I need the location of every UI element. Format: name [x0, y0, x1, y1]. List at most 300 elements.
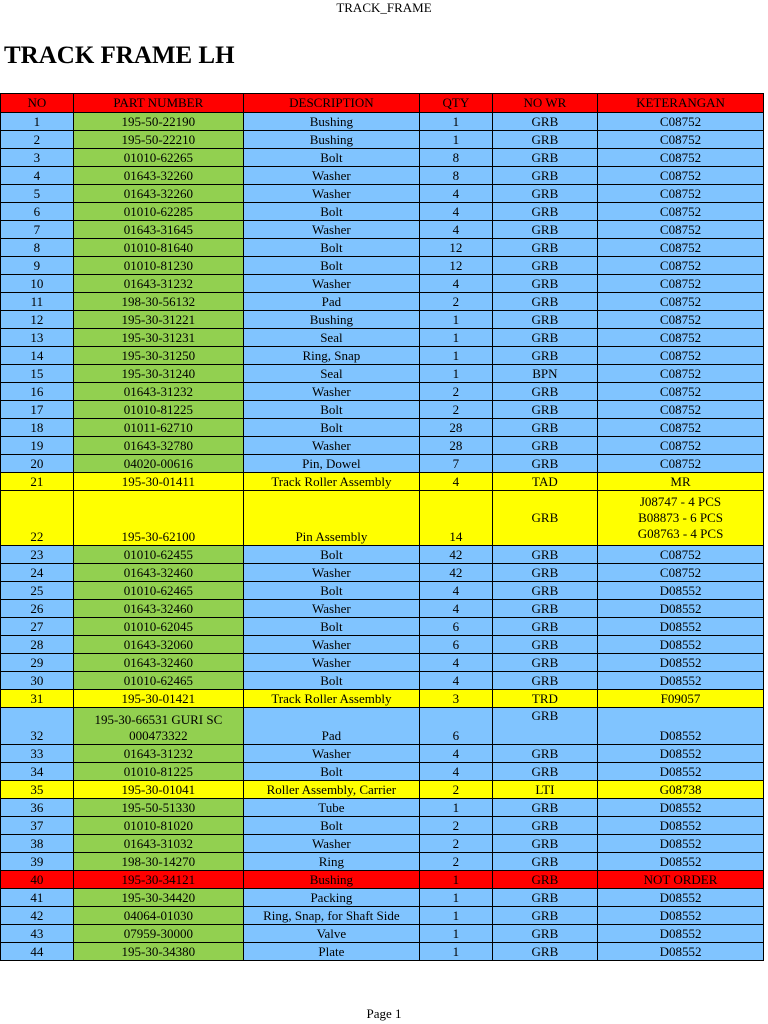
- cell-qty: 4: [419, 473, 492, 491]
- cell-no: 43: [1, 925, 74, 943]
- cell-keterangan: C08752: [598, 131, 764, 149]
- cell-no-wr: GRB: [492, 763, 597, 781]
- cell-description: Track Roller Assembly: [243, 473, 419, 491]
- cell-no-wr: GRB: [492, 437, 597, 455]
- cell-no-wr: GRB: [492, 113, 597, 131]
- cell-description: Washer: [243, 636, 419, 654]
- cell-qty: 42: [419, 564, 492, 582]
- cell-description: Packing: [243, 889, 419, 907]
- cell-no: 23: [1, 546, 74, 564]
- cell-description: Bolt: [243, 239, 419, 257]
- cell-no: 6: [1, 203, 74, 221]
- cell-no-wr: GRB: [492, 203, 597, 221]
- table-row: [1, 221, 764, 239]
- table-row: [1, 654, 764, 672]
- table-header-row: [1, 94, 764, 113]
- cell-no: 29: [1, 654, 74, 672]
- cell-no: 27: [1, 618, 74, 636]
- cell-description: Ring, Snap, for Shaft Side: [243, 907, 419, 925]
- table-row: [1, 889, 764, 907]
- cell-keterangan: D08552: [598, 853, 764, 871]
- cell-no: 17: [1, 401, 74, 419]
- table-row: [1, 690, 764, 708]
- cell-keterangan: D08552: [598, 708, 764, 745]
- table-row: [1, 149, 764, 167]
- cell-description: Bushing: [243, 113, 419, 131]
- cell-no-wr: GRB: [492, 871, 597, 889]
- cell-qty: 6: [419, 636, 492, 654]
- cell-qty: 6: [419, 708, 492, 745]
- cell-description: Washer: [243, 437, 419, 455]
- cell-no-wr: GRB: [492, 600, 597, 618]
- cell-no-wr: GRB: [492, 455, 597, 473]
- table-row: [1, 582, 764, 600]
- table-row: [1, 943, 764, 961]
- table-row: [1, 473, 764, 491]
- cell-description: Ring: [243, 853, 419, 871]
- table-row: [1, 817, 764, 835]
- cell-qty: 42: [419, 546, 492, 564]
- table-row: [1, 491, 764, 546]
- cell-part-number: 01643-31232: [73, 745, 243, 763]
- cell-no-wr: GRB: [492, 853, 597, 871]
- cell-qty: 4: [419, 672, 492, 690]
- cell-qty: 2: [419, 835, 492, 853]
- cell-no: 10: [1, 275, 74, 293]
- cell-part-number: 01010-62285: [73, 203, 243, 221]
- table-row: [1, 871, 764, 889]
- cell-no-wr: GRB: [492, 925, 597, 943]
- cell-no: 5: [1, 185, 74, 203]
- cell-no: 2: [1, 131, 74, 149]
- page-title: TRACK FRAME LH: [4, 42, 235, 69]
- cell-keterangan: C08752: [598, 239, 764, 257]
- cell-no-wr: BPN: [492, 365, 597, 383]
- cell-part-number: 195-30-31231: [73, 329, 243, 347]
- table-row: [1, 781, 764, 799]
- cell-qty: 12: [419, 257, 492, 275]
- cell-no: 32: [1, 708, 74, 745]
- cell-keterangan: J08747 - 4 PCS B08873 - 6 PCS G08763 - 4 PCS: [598, 491, 764, 546]
- cell-description: Bolt: [243, 582, 419, 600]
- cell-keterangan: C08752: [598, 546, 764, 564]
- cell-no-wr: GRB: [492, 149, 597, 167]
- cell-no-wr: GRB: [492, 636, 597, 654]
- table-row: [1, 455, 764, 473]
- table-row: [1, 113, 764, 131]
- table-row: [1, 203, 764, 221]
- cell-description: Tube: [243, 799, 419, 817]
- cell-qty: 1: [419, 943, 492, 961]
- cell-qty: 4: [419, 203, 492, 221]
- cell-part-number: 195-30-31250: [73, 347, 243, 365]
- cell-keterangan: C08752: [598, 293, 764, 311]
- cell-keterangan: D08552: [598, 582, 764, 600]
- cell-no-wr: GRB: [492, 564, 597, 582]
- cell-description: Washer: [243, 745, 419, 763]
- table-row: [1, 907, 764, 925]
- cell-no: 34: [1, 763, 74, 781]
- cell-no: 33: [1, 745, 74, 763]
- cell-part-number: 01643-32460: [73, 654, 243, 672]
- cell-part-number: 195-50-51330: [73, 799, 243, 817]
- cell-part-number: 195-30-34420: [73, 889, 243, 907]
- cell-no-wr: GRB: [492, 582, 597, 600]
- cell-description: Bolt: [243, 546, 419, 564]
- cell-description: Pad: [243, 293, 419, 311]
- cell-qty: 6: [419, 618, 492, 636]
- cell-no: 40: [1, 871, 74, 889]
- cell-part-number: 01643-32260: [73, 167, 243, 185]
- cell-description: Valve: [243, 925, 419, 943]
- table-row: [1, 925, 764, 943]
- cell-qty: 4: [419, 600, 492, 618]
- page-footer: Page 1: [366, 1006, 402, 1021]
- cell-part-number: 01010-62265: [73, 149, 243, 167]
- cell-qty: 12: [419, 239, 492, 257]
- cell-part-number: 01643-32060: [73, 636, 243, 654]
- cell-keterangan: C08752: [598, 383, 764, 401]
- cell-part-number: 195-30-66531 GURI SC 000473322: [73, 708, 243, 745]
- cell-qty: 28: [419, 437, 492, 455]
- cell-part-number: 195-30-31240: [73, 365, 243, 383]
- cell-no-wr: TAD: [492, 473, 597, 491]
- cell-part-number: 01010-81225: [73, 763, 243, 781]
- cell-keterangan: D08552: [598, 600, 764, 618]
- cell-no-wr: GRB: [492, 383, 597, 401]
- cell-description: Seal: [243, 329, 419, 347]
- column-header-keterangan: KETERANGAN: [598, 94, 764, 113]
- cell-no: 25: [1, 582, 74, 600]
- table-row: [1, 835, 764, 853]
- cell-keterangan: D08552: [598, 799, 764, 817]
- cell-no-wr: GRB: [492, 817, 597, 835]
- cell-qty: 2: [419, 817, 492, 835]
- table-row: [1, 131, 764, 149]
- column-header-description: DESCRIPTION: [243, 94, 419, 113]
- cell-keterangan: MR: [598, 473, 764, 491]
- cell-description: Plate: [243, 943, 419, 961]
- cell-no-wr: GRB: [492, 708, 597, 745]
- cell-part-number: 195-30-01041: [73, 781, 243, 799]
- cell-keterangan: C08752: [598, 311, 764, 329]
- cell-part-number: 07959-30000: [73, 925, 243, 943]
- cell-description: Seal: [243, 365, 419, 383]
- cell-keterangan: C08752: [598, 347, 764, 365]
- cell-no: 13: [1, 329, 74, 347]
- cell-part-number: 195-30-62100: [73, 491, 243, 546]
- cell-keterangan: D08552: [598, 817, 764, 835]
- cell-no-wr: GRB: [492, 221, 597, 239]
- cell-keterangan: C08752: [598, 275, 764, 293]
- cell-keterangan: C08752: [598, 401, 764, 419]
- cell-description: Bolt: [243, 203, 419, 221]
- cell-description: Washer: [243, 835, 419, 853]
- cell-description: Ring, Snap: [243, 347, 419, 365]
- cell-no: 16: [1, 383, 74, 401]
- cell-no-wr: GRB: [492, 799, 597, 817]
- cell-no-wr: GRB: [492, 131, 597, 149]
- cell-part-number: 01010-81640: [73, 239, 243, 257]
- cell-no-wr: GRB: [492, 618, 597, 636]
- cell-qty: 1: [419, 113, 492, 131]
- cell-keterangan: G08738: [598, 781, 764, 799]
- cell-no: 38: [1, 835, 74, 853]
- cell-part-number: 01010-62465: [73, 582, 243, 600]
- cell-keterangan: F09057: [598, 690, 764, 708]
- cell-no: 26: [1, 600, 74, 618]
- cell-description: Bolt: [243, 401, 419, 419]
- table-row: [1, 167, 764, 185]
- cell-description: Pin Assembly: [243, 491, 419, 546]
- cell-qty: 1: [419, 799, 492, 817]
- cell-no: 44: [1, 943, 74, 961]
- cell-qty: 8: [419, 167, 492, 185]
- cell-qty: 1: [419, 329, 492, 347]
- cell-no: 9: [1, 257, 74, 275]
- table-row: [1, 311, 764, 329]
- cell-keterangan: D08552: [598, 763, 764, 781]
- cell-no: 36: [1, 799, 74, 817]
- cell-no: 18: [1, 419, 74, 437]
- table-row: [1, 437, 764, 455]
- cell-no-wr: GRB: [492, 239, 597, 257]
- cell-no-wr: GRB: [492, 275, 597, 293]
- cell-keterangan: C08752: [598, 365, 764, 383]
- cell-no-wr: GRB: [492, 672, 597, 690]
- cell-part-number: 01643-32460: [73, 600, 243, 618]
- cell-no: 28: [1, 636, 74, 654]
- cell-part-number: 01643-32260: [73, 185, 243, 203]
- cell-no-wr: LTI: [492, 781, 597, 799]
- cell-keterangan: C08752: [598, 455, 764, 473]
- cell-no: 31: [1, 690, 74, 708]
- cell-keterangan: C08752: [598, 149, 764, 167]
- cell-no-wr: GRB: [492, 419, 597, 437]
- cell-part-number: 01643-32780: [73, 437, 243, 455]
- cell-qty: 4: [419, 654, 492, 672]
- cell-part-number: 195-50-22210: [73, 131, 243, 149]
- cell-no-wr: GRB: [492, 311, 597, 329]
- cell-description: Washer: [243, 167, 419, 185]
- cell-no-wr: GRB: [492, 185, 597, 203]
- cell-no: 42: [1, 907, 74, 925]
- cell-qty: 14: [419, 491, 492, 546]
- table-row: [1, 546, 764, 564]
- cell-keterangan: D08552: [598, 925, 764, 943]
- cell-qty: 1: [419, 365, 492, 383]
- cell-no-wr: GRB: [492, 835, 597, 853]
- cell-keterangan: C08752: [598, 564, 764, 582]
- cell-part-number: 01011-62710: [73, 419, 243, 437]
- cell-no-wr: GRB: [492, 546, 597, 564]
- table-row: [1, 564, 764, 582]
- cell-qty: 1: [419, 131, 492, 149]
- cell-qty: 3: [419, 690, 492, 708]
- cell-qty: 2: [419, 401, 492, 419]
- cell-keterangan: D08552: [598, 654, 764, 672]
- table-row: [1, 401, 764, 419]
- column-header-no-wr: NO WR: [492, 94, 597, 113]
- table-row: [1, 293, 764, 311]
- cell-part-number: 04020-00616: [73, 455, 243, 473]
- table-row: [1, 672, 764, 690]
- cell-qty: 4: [419, 763, 492, 781]
- cell-description: Washer: [243, 383, 419, 401]
- cell-no-wr: GRB: [492, 943, 597, 961]
- cell-part-number: 01643-31232: [73, 275, 243, 293]
- cell-description: Washer: [243, 185, 419, 203]
- cell-qty: 28: [419, 419, 492, 437]
- cell-part-number: 195-30-34121: [73, 871, 243, 889]
- cell-no: 30: [1, 672, 74, 690]
- cell-no-wr: GRB: [492, 257, 597, 275]
- table-row: [1, 763, 764, 781]
- cell-no-wr: GRB: [492, 654, 597, 672]
- cell-no-wr: GRB: [492, 889, 597, 907]
- cell-keterangan: C08752: [598, 437, 764, 455]
- cell-description: Bolt: [243, 672, 419, 690]
- cell-no: 12: [1, 311, 74, 329]
- cell-part-number: 01010-81230: [73, 257, 243, 275]
- cell-qty: 2: [419, 293, 492, 311]
- cell-qty: 1: [419, 925, 492, 943]
- cell-part-number: 195-30-31221: [73, 311, 243, 329]
- cell-qty: 2: [419, 853, 492, 871]
- cell-keterangan: C08752: [598, 203, 764, 221]
- cell-qty: 1: [419, 347, 492, 365]
- cell-qty: 1: [419, 311, 492, 329]
- cell-description: Washer: [243, 600, 419, 618]
- cell-no: 24: [1, 564, 74, 582]
- cell-no-wr: GRB: [492, 329, 597, 347]
- table-row: [1, 275, 764, 293]
- table-row: [1, 799, 764, 817]
- table-row: [1, 347, 764, 365]
- cell-description: Washer: [243, 564, 419, 582]
- cell-qty: 4: [419, 275, 492, 293]
- cell-part-number: 01643-31032: [73, 835, 243, 853]
- cell-keterangan: C08752: [598, 167, 764, 185]
- cell-keterangan: D08552: [598, 745, 764, 763]
- cell-keterangan: D08552: [598, 907, 764, 925]
- cell-qty: 4: [419, 745, 492, 763]
- cell-part-number: 198-30-56132: [73, 293, 243, 311]
- cell-qty: 4: [419, 582, 492, 600]
- cell-part-number: 195-30-01411: [73, 473, 243, 491]
- cell-qty: 4: [419, 221, 492, 239]
- table-row: [1, 708, 764, 745]
- cell-no: 14: [1, 347, 74, 365]
- cell-description: Washer: [243, 275, 419, 293]
- cell-keterangan: D08552: [598, 672, 764, 690]
- cell-keterangan: C08752: [598, 419, 764, 437]
- table-row: [1, 329, 764, 347]
- cell-description: Bolt: [243, 149, 419, 167]
- table-row: [1, 185, 764, 203]
- cell-no-wr: GRB: [492, 293, 597, 311]
- cell-no-wr: GRB: [492, 907, 597, 925]
- column-header-qty: QTY: [419, 94, 492, 113]
- cell-keterangan: C08752: [598, 329, 764, 347]
- cell-no: 35: [1, 781, 74, 799]
- cell-keterangan: D08552: [598, 889, 764, 907]
- cell-no-wr: GRB: [492, 167, 597, 185]
- cell-part-number: 01010-81225: [73, 401, 243, 419]
- cell-part-number: 198-30-14270: [73, 853, 243, 871]
- cell-part-number: 01010-81020: [73, 817, 243, 835]
- cell-description: Bolt: [243, 763, 419, 781]
- table-row: [1, 853, 764, 871]
- cell-no: 21: [1, 473, 74, 491]
- cell-description: Bolt: [243, 257, 419, 275]
- cell-no: 37: [1, 817, 74, 835]
- cell-no: 1: [1, 113, 74, 131]
- cell-no-wr: TRD: [492, 690, 597, 708]
- cell-qty: 1: [419, 907, 492, 925]
- cell-description: Washer: [243, 654, 419, 672]
- cell-no-wr: GRB: [492, 745, 597, 763]
- cell-no: 15: [1, 365, 74, 383]
- cell-no: 19: [1, 437, 74, 455]
- cell-keterangan: D08552: [598, 943, 764, 961]
- cell-description: Bolt: [243, 419, 419, 437]
- cell-no-wr: GRB: [492, 347, 597, 365]
- cell-no: 7: [1, 221, 74, 239]
- cell-description: Bushing: [243, 871, 419, 889]
- table-row: [1, 618, 764, 636]
- cell-part-number: 01010-62045: [73, 618, 243, 636]
- cell-no: 20: [1, 455, 74, 473]
- cell-description: Roller Assembly, Carrier: [243, 781, 419, 799]
- page-header: TRACK_FRAME: [336, 0, 432, 15]
- cell-qty: 2: [419, 383, 492, 401]
- cell-description: Bolt: [243, 817, 419, 835]
- cell-part-number: 01643-31645: [73, 221, 243, 239]
- cell-part-number: 01010-62465: [73, 672, 243, 690]
- cell-no: 4: [1, 167, 74, 185]
- cell-description: Track Roller Assembly: [243, 690, 419, 708]
- table-row: [1, 257, 764, 275]
- cell-no: 22: [1, 491, 74, 546]
- table-row: [1, 636, 764, 654]
- cell-part-number: 195-50-22190: [73, 113, 243, 131]
- cell-no-wr: GRB: [492, 401, 597, 419]
- table-row: [1, 383, 764, 401]
- cell-description: Washer: [243, 221, 419, 239]
- cell-keterangan: D08552: [598, 636, 764, 654]
- table-row: [1, 600, 764, 618]
- cell-keterangan: C08752: [598, 257, 764, 275]
- table-row: [1, 239, 764, 257]
- cell-qty: 2: [419, 781, 492, 799]
- column-header-no: NO: [1, 94, 74, 113]
- cell-qty: 4: [419, 185, 492, 203]
- cell-part-number: 01643-31232: [73, 383, 243, 401]
- cell-part-number: 04064-01030: [73, 907, 243, 925]
- cell-no: 39: [1, 853, 74, 871]
- cell-keterangan: C08752: [598, 113, 764, 131]
- column-header-part-number: PART NUMBER: [73, 94, 243, 113]
- cell-description: Pin, Dowel: [243, 455, 419, 473]
- cell-no: 3: [1, 149, 74, 167]
- cell-no: 11: [1, 293, 74, 311]
- cell-qty: 8: [419, 149, 492, 167]
- table-row: [1, 745, 764, 763]
- cell-qty: 1: [419, 889, 492, 907]
- cell-qty: 1: [419, 871, 492, 889]
- cell-part-number: 01643-32460: [73, 564, 243, 582]
